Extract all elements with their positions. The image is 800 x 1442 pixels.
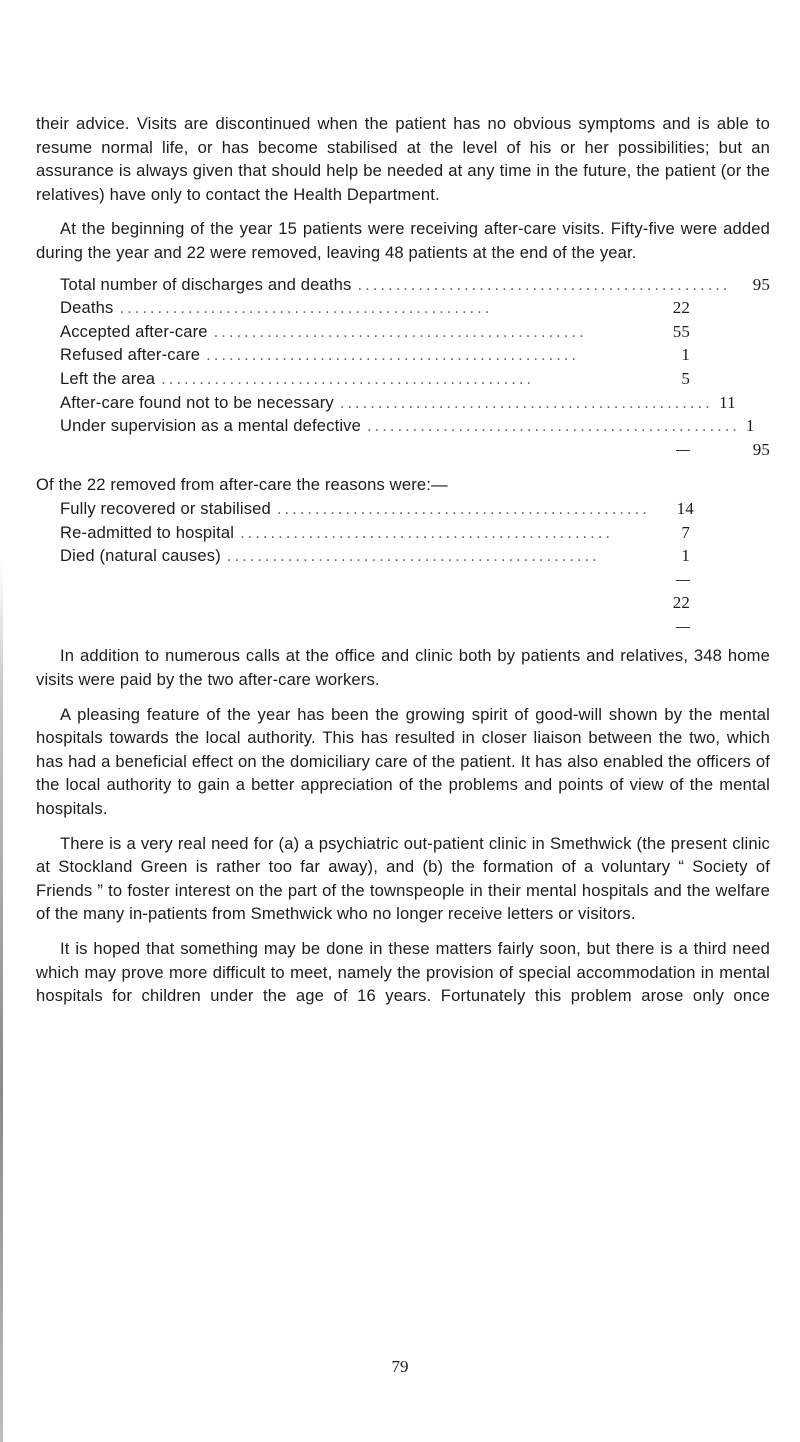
- row-value: 1: [681, 345, 690, 365]
- row-label: Died (natural causes): [60, 546, 221, 566]
- table-end-rule-row: [36, 615, 770, 639]
- table-row: Died (natural causes) ................................................. 1: [36, 544, 770, 568]
- table-row: After-care found not to be necessary ................................................. 11: [36, 391, 770, 415]
- table-row-total: Total number of discharges and deaths ................................................. 95: [36, 273, 770, 297]
- row-value: 1: [681, 546, 690, 566]
- table-sum-row: [36, 591, 770, 615]
- table-row: Re-admitted to hospital ................................................. 7: [36, 521, 770, 545]
- row-total-value: 95: [752, 274, 770, 294]
- row-label: Fully recovered or stabilised: [60, 498, 271, 518]
- table-row: Accepted after-care ................................................. 55: [36, 320, 770, 344]
- paragraph-home-visits: In addition to numerous calls at the office and clinic both by patients and relatives, 348 home visits were paid by the two after-care workers.: [36, 646, 770, 690]
- row-value: 14: [676, 498, 694, 518]
- table-row: Refused after-care ................................................. 1: [36, 343, 770, 367]
- removal-reasons-table: [36, 473, 770, 638]
- sum-value: 95: [752, 439, 770, 459]
- document-page: [36, 112, 770, 1008]
- paragraph-goodwill: A pleasing feature of the year has been the growing spirit of good-will shown by the mental hospitals towards the local authority. This has resulted in closer liaison between the two, which has had a beneficial effect on the domiciliary care of the patient. It has also enabled the officers of the local authority to gain a better appreciation of the problems and points of view of the mental hospitals.: [36, 704, 770, 819]
- row-value: 55: [672, 321, 690, 341]
- row-label: Re-admitted to hospital: [60, 522, 235, 542]
- paragraph-needs: There is a very real need for (a) a psychiatric out-patient clinic in Smethwick (the present clinic at Stockland Green is rather too far away), and (b) the formation of a voluntary “ Society of Friends ” to foster interest on the part of the townspeople in their mental hospitals and the welfare of the many in-patients from Smethwick who no longer receive letters or visitors.: [36, 833, 770, 924]
- table-row: Under supervision as a mental defective ................................................. 1: [36, 414, 770, 438]
- discharges-table: [36, 273, 770, 462]
- row-label: Accepted after-care: [60, 321, 208, 341]
- sum-rule: [650, 568, 690, 592]
- row-value: 11: [719, 392, 736, 412]
- scan-edge-shadow: [0, 560, 3, 1442]
- row-value: 22: [672, 298, 690, 318]
- paragraph-patient-counts: At the beginning of the year 15 patients were receiving after-care visits. Fifty-five were added during the year and 22 were removed, leaving 48 patients at the end of the year.: [36, 219, 770, 262]
- row-value: 1: [745, 416, 755, 436]
- row-label: Refused after-care: [60, 345, 201, 365]
- page-number: 79: [391, 1357, 409, 1376]
- table-row: Left the area ................................................. 5: [36, 367, 770, 391]
- row-label: Under supervision as a mental defective: [60, 416, 362, 436]
- end-rule: [650, 615, 690, 639]
- row-label: After-care found not to be necessary: [60, 392, 334, 412]
- row-label: Left the area: [60, 368, 156, 388]
- table-row: Fully recovered or stabilised ................................................. 14: [36, 497, 770, 521]
- row-value: 7: [681, 522, 690, 542]
- table-row: Deaths ................................................. 22: [36, 296, 770, 320]
- row-value: 5: [681, 368, 690, 388]
- sum-value: 22: [672, 593, 690, 613]
- table-sum-rule-row: [36, 568, 770, 592]
- row-label: Total number of discharges and deaths: [60, 274, 352, 294]
- paragraph-third-need: It is hoped that something may be done in these matters fairly soon, but there is a third need which may prove more difficult to meet, namely the provision of special accommodation in mental hospitals for children under the age of 16 years. Fortunately this problem arose only once: [36, 939, 770, 1006]
- table-sum-row: [36, 438, 770, 462]
- sum-rule: [650, 438, 690, 462]
- paragraph-advice: their advice. Visits are discontinued when the patient has no obvious symptoms and is able to resume normal life, or has become stabilised at the level of his or her possibilities; but an assurance is always given that should help be needed at any time in the future, the patient (or the relatives) have only to contact the Health Department.: [36, 114, 770, 204]
- table-intro: [36, 473, 770, 497]
- table-intro-text: Of the 22 removed from after-care the reasons were:—: [36, 475, 448, 495]
- row-label: Deaths: [60, 298, 114, 318]
